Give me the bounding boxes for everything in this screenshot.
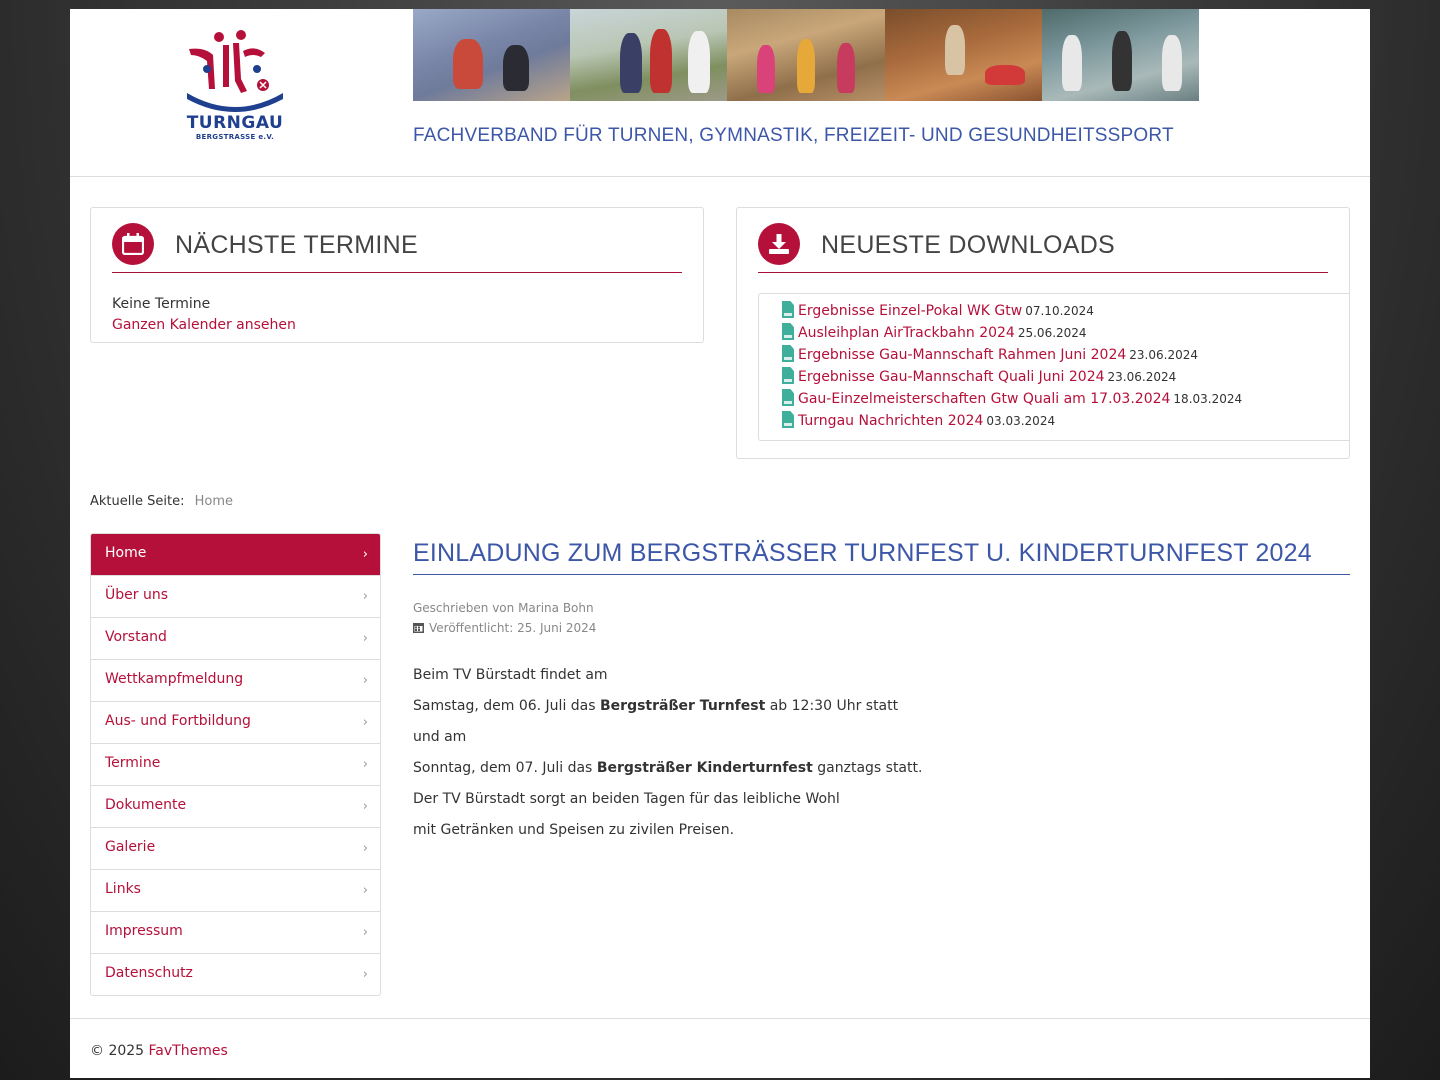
bold-text: Bergsträßer Kinderturnfest <box>596 760 813 776</box>
download-date: 25.06.2024 <box>1017 326 1087 340</box>
text: Samstag, dem 06. Juli das <box>413 698 600 714</box>
banner-image-kids-apparatus <box>727 9 884 101</box>
paragraph: Der TV Bürstadt sorgt an beiden Tagen für das leibliche Wohl <box>413 791 840 807</box>
sidebar-item-aus-fortbildung[interactable] <box>91 702 380 744</box>
logo-subtitle: BERGSTRASSE e.V. <box>195 133 275 141</box>
sidebar-item-links[interactable] <box>91 870 380 912</box>
site-header <box>70 9 1370 177</box>
download-date: 03.03.2024 <box>986 414 1056 428</box>
download-link[interactable]: Ausleihplan AirTrackbahn 2024 <box>798 325 1015 341</box>
sidebar-item-datenschutz[interactable] <box>91 954 380 995</box>
article-published-date: Veröffentlicht: 25. Juni 2024 <box>429 621 597 635</box>
chevron-right-icon: › <box>362 883 368 898</box>
download-date: 23.06.2024 <box>1129 348 1198 362</box>
article <box>413 539 1350 846</box>
sidebar-item-termine[interactable] <box>91 744 380 786</box>
pdf-file-icon <box>782 411 794 428</box>
download-link[interactable]: Ergebnisse Gau-Mannschaft Rahmen Juni 2024 <box>798 347 1127 363</box>
sidebar-item-label: Vorstand <box>105 629 167 645</box>
full-calendar-link[interactable]: Ganzen Kalender ansehen <box>112 317 296 333</box>
panel-title: NEUESTE DOWNLOADS <box>821 231 1116 259</box>
pdf-file-icon <box>782 345 794 362</box>
download-icon <box>758 223 800 265</box>
logo-title: TURNGAU <box>186 113 284 133</box>
text: ab 12:30 Uhr statt <box>765 698 899 714</box>
turngau-logo[interactable] <box>183 29 287 139</box>
upcoming-events-panel <box>90 207 704 343</box>
breadcrumb <box>90 494 233 509</box>
sidebar-item-impressum[interactable] <box>91 912 380 954</box>
no-events-text: Keine Termine <box>112 296 211 312</box>
events-body <box>112 294 296 336</box>
sidebar-item-label: Termine <box>105 755 161 771</box>
sidebar-item-label: Links <box>105 881 141 897</box>
article-meta <box>413 598 1350 638</box>
sidebar-item-label: Galerie <box>105 839 156 855</box>
download-date: 07.10.2024 <box>1025 304 1094 318</box>
sidebar-item-label: Über uns <box>105 587 168 603</box>
list-item <box>782 411 1055 433</box>
turngau-logo-graphic <box>183 29 287 113</box>
pdf-file-icon <box>782 367 794 384</box>
footer-text <box>90 1043 228 1059</box>
downloads-list <box>758 293 1350 441</box>
latest-downloads-panel <box>736 207 1350 459</box>
banner-image-gymnastics <box>413 9 570 101</box>
list-item <box>782 345 1198 367</box>
sidebar-item-wettkampfmeldung[interactable] <box>91 660 380 702</box>
sidebar-item-label: Wettkampfmeldung <box>105 671 244 687</box>
calendar-icon <box>413 622 424 633</box>
panel-header <box>112 223 682 273</box>
banner-image-nordic-walking <box>570 9 727 101</box>
download-link[interactable]: Ergebnisse Einzel-Pokal WK Gtw <box>798 303 1023 319</box>
sidebar-item-label: Dokumente <box>105 797 187 813</box>
list-item <box>782 301 1094 323</box>
sidebar-item-label: Home <box>105 545 147 561</box>
calendar-icon <box>112 223 154 265</box>
pdf-file-icon <box>782 389 794 406</box>
download-link[interactable]: Ergebnisse Gau-Mannschaft Quali Juni 2024 <box>798 369 1105 385</box>
breadcrumb-current: Home <box>194 494 233 509</box>
panel-title: NÄCHSTE TERMINE <box>175 231 418 259</box>
pdf-file-icon <box>782 301 794 318</box>
article-body <box>413 660 1350 846</box>
sidebar-item-ueber-uns[interactable] <box>91 576 380 618</box>
site-tagline: FACHVERBAND FÜR TURNEN, GYMNASTIK, FREIZEIT- UND GESUNDHEITSSPORT <box>413 125 1174 146</box>
copyright: © 2025 <box>90 1043 149 1059</box>
chevron-right-icon: › <box>362 589 368 604</box>
chevron-right-icon: › <box>362 547 368 562</box>
download-date: 23.06.2024 <box>1107 370 1177 384</box>
download-link[interactable]: Turngau Nachrichten 2024 <box>798 413 984 429</box>
sidebar-item-label: Impressum <box>105 923 183 939</box>
list-item <box>782 323 1087 345</box>
breadcrumb-prefix: Aktuelle Seite: <box>90 494 185 509</box>
chevron-right-icon: › <box>362 757 368 772</box>
sidebar-item-vorstand[interactable] <box>91 618 380 660</box>
paragraph: Beim TV Bürstadt findet am <box>413 667 608 683</box>
chevron-right-icon: › <box>362 631 368 646</box>
download-date: 18.03.2024 <box>1173 392 1243 406</box>
pdf-file-icon <box>782 323 794 340</box>
sidebar-item-label: Datenschutz <box>105 965 193 981</box>
chevron-right-icon: › <box>362 715 368 730</box>
banner-image-aerobics <box>1042 9 1199 101</box>
banner-image-floor-routine <box>885 9 1042 101</box>
sidebar-nav <box>90 533 381 996</box>
list-item <box>782 367 1176 389</box>
footer-link[interactable]: FavThemes <box>148 1043 228 1059</box>
download-link[interactable]: Gau-Einzelmeisterschaften Gtw Quali am 17.03.2024 <box>798 391 1171 407</box>
page <box>70 9 1370 1078</box>
article-published-row <box>413 618 1350 638</box>
paragraph <box>413 691 1350 722</box>
site-footer <box>70 1018 1370 1079</box>
paragraph: und am <box>413 729 467 745</box>
chevron-right-icon: › <box>362 925 368 940</box>
chevron-right-icon: › <box>362 799 368 814</box>
paragraph <box>413 753 1350 784</box>
chevron-right-icon: › <box>362 841 368 856</box>
header-banner-images <box>413 9 1199 101</box>
bold-text: Bergsträßer Turnfest <box>600 698 766 714</box>
chevron-right-icon: › <box>362 967 368 982</box>
paragraph: mit Getränken und Speisen zu zivilen Preisen. <box>413 822 735 838</box>
sidebar-item-label: Aus- und Fortbildung <box>105 713 251 729</box>
sidebar-item-dokumente[interactable] <box>91 786 380 828</box>
text: ganztags statt. <box>812 760 923 776</box>
chevron-right-icon: › <box>362 673 368 688</box>
list-item <box>782 389 1242 411</box>
article-title[interactable]: EINLADUNG ZUM BERGSTRÄSSER TURNFEST U. KINDERTURNFEST 2024 <box>413 539 1350 575</box>
panel-header <box>758 223 1328 273</box>
article-author: Geschrieben von Marina Bohn <box>413 601 594 615</box>
sidebar-item-home[interactable] <box>91 534 380 576</box>
sidebar-item-galerie[interactable] <box>91 828 380 870</box>
text: Sonntag, dem 07. Juli das <box>413 760 597 776</box>
